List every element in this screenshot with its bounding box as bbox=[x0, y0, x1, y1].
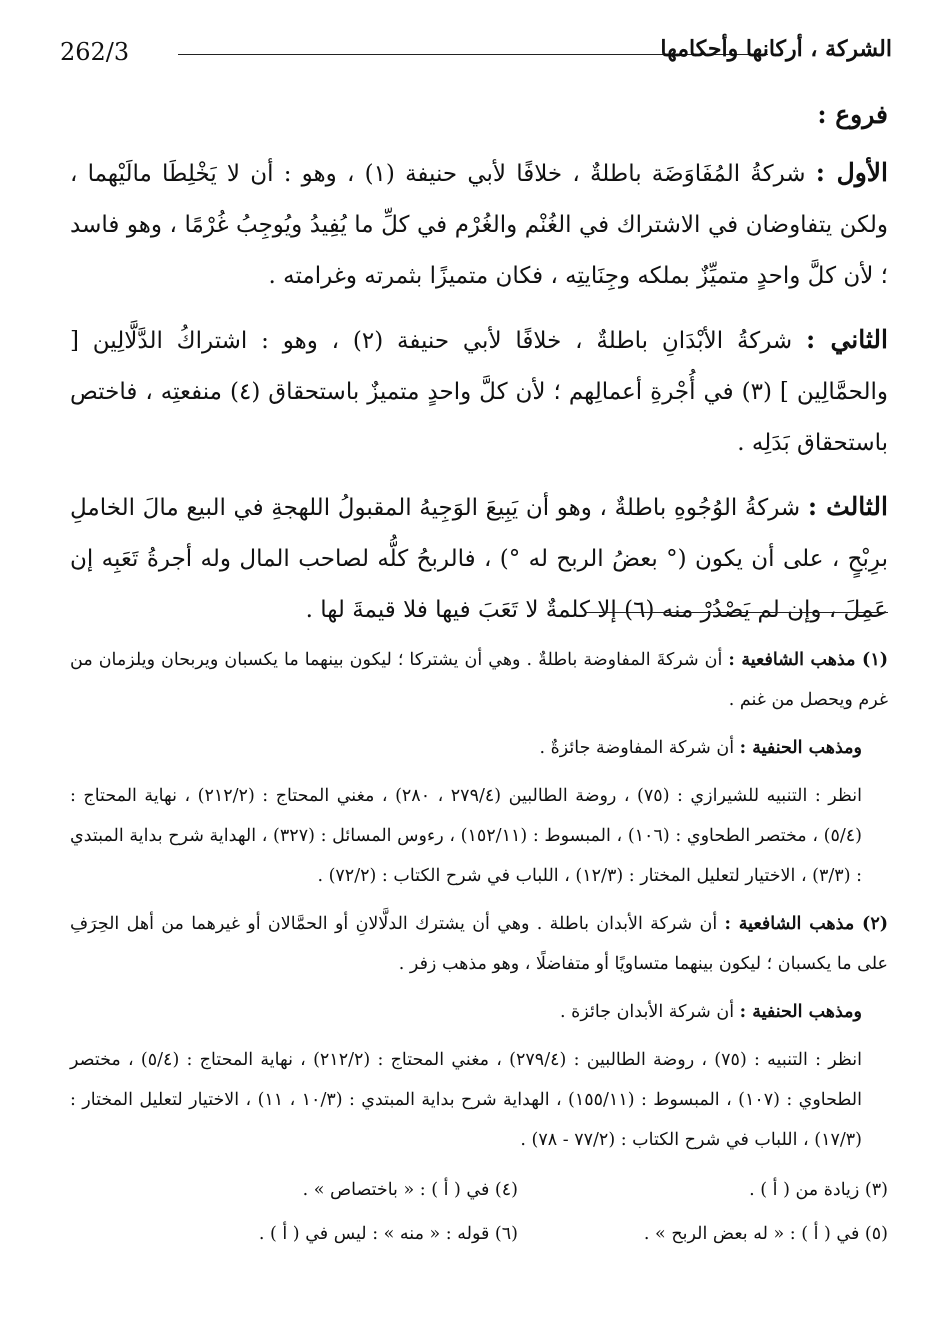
paragraph-lead: الثالث : bbox=[807, 492, 888, 521]
footnote-5: (٥) في ( أ ) : « له بعض الربح » . bbox=[643, 1224, 888, 1244]
footnote-2-references: انظر : التنبيه : (٧٥) ، روضة الطالبين : (٢٧٩/٤) ، مغني المحتاج : (٢١٢/٢) ، نهاية المحتاج : (٥/٤) ، مختصر الطحاوي : (١٠٧) ، المبسوط : (١٥٥/١١) ، الهداية شرح بداية المبتدي : (١٠/٣ ، ١١) ، الاختيار لتعليل المختار : (١٧/٣) ، اللباب في شرح الكتاب : (٧٧/٢ - ٧٨) . bbox=[70, 1050, 862, 1150]
paragraph-second bbox=[70, 314, 888, 469]
footnote-text: أن شركة الأبدان جائزة . bbox=[560, 1002, 740, 1022]
footnote-row bbox=[70, 1212, 888, 1256]
main-text bbox=[70, 100, 888, 648]
paragraph-text: شركةُ الأبْدَانِ باطلةٌ ، خلافًا لأبي حنيفة (٢) ، وهو : اشتراكُ الدَّلَّالِين [ والحمَّالِين ] (٣) في أُجْرةِ أعمالِهم ؛ لأن كلَّ واحدٍ متميزٌ باستحقاق (٤) منفعتِه ، فاختص باستحقاق بَدَلِه . bbox=[70, 328, 888, 456]
section-heading: فروع : bbox=[817, 100, 888, 129]
footnote-4: (٤) في ( أ ) : « باختصاص » . bbox=[302, 1180, 518, 1200]
footnote-6: (٦) قوله : « منه » : ليس في ( أ ) . bbox=[258, 1224, 518, 1244]
footnote-2-hanafi bbox=[70, 992, 888, 1032]
footnote-label: ومذهب الحنفية : bbox=[739, 738, 862, 758]
footnote-label: ومذهب الحنفية : bbox=[739, 1002, 862, 1022]
paragraph-first bbox=[70, 147, 888, 302]
footnote-1-references: انظر : التنبيه للشيرازي : (٧٥) ، روضة الطالبين (٢٧٩/٤ ، ٢٨٠) ، مغني المحتاج : (٢١٢/٢) ، نهاية المحتاج : (٥/٤) ، مختصر الطحاوي : (١٠٦) ، المبسوط : (١٥٢/١١) ، رءوس المسائل : (٣٢٧) ، الهداية شرح بداية المبتدي : (٣/٣) ، الاختيار لتعليل المختار : (١٢/٣) ، اللباب في شرح الكتاب : (٧٢/٢) . bbox=[70, 786, 862, 886]
footnote-2-shafii bbox=[70, 904, 888, 984]
footnote-label: (٢) مذهب الشافعية : bbox=[724, 914, 888, 934]
footnote-3: (٣) زيادة من ( أ ) . bbox=[749, 1180, 888, 1200]
footnote-1-shafii bbox=[70, 640, 888, 720]
page-number: 262/3 bbox=[60, 38, 130, 66]
footnote-text: أن شركة المفاوضة جائزةٌ . bbox=[539, 738, 740, 758]
footnote-text: أن شركة الأبدان باطلة . وهي أن يشترك الدلَّالانِ أو الحمَّالان أو غيرهما من أهل الحِرَفِ على ما يكسبان ؛ ليكون بينهما متساويًا أو متفاضلًا ، وهو مذهب زفر . bbox=[70, 914, 888, 974]
footnote-separator bbox=[586, 612, 888, 613]
paragraph-text: شركةُ المُفَاوَضَة باطلةٌ ، خلافًا لأبي حنيفة (١) ، وهو : أن لا يَخْلِطَا مالَيْهما ، ولكن يتفاوضان في الاشتراك في الغُنْم والغُرْم في كلِّ ما يُفِيدُ ويُوجِبُ غُرْمًا ، وهو فاسد ؛ لأن كلَّ واحدٍ متميِّزٌ بملكه وجِنَايتِه ، فكان متميزًا بثمرته وغرامته . bbox=[70, 161, 888, 289]
footnote-row bbox=[70, 1168, 888, 1212]
footnote-label: (١) مذهب الشافعية : bbox=[728, 650, 889, 670]
footnote-text: أن شركةَ المفاوضة باطلةٌ . وهي أن يشتركا ؛ ليكون بينهما ما يكسبان ويربحان ويلزمان من غرم ويحصل من غنم . bbox=[70, 650, 888, 710]
running-title: الشركة ، أركانها وأحكامها bbox=[660, 36, 892, 62]
paragraph-lead: الثاني : bbox=[806, 325, 888, 354]
paragraph-text: شركةُ الوُجُوهِ باطلةٌ ، وهو أن يَبِيعَ الوَجِيهُ المقبولُ اللهجةِ في البيع مالَ الخاملِ برِبْحٍ ، على أن يكون (° بعضُ الربح له °) ، فالربحُ كلُّه لصاحب المال وله أجرةُ تَعَبِه إن عَمِلَ ، وإن لم يَصْدُرْ منه (٦) إلا كلمةٌ لا تَعَبَ فيها فلا قيمةَ لها . bbox=[70, 495, 888, 623]
paragraph-lead: الأول : bbox=[815, 158, 889, 187]
footnotes bbox=[70, 640, 888, 1256]
footnote-1-hanafi bbox=[70, 728, 888, 768]
